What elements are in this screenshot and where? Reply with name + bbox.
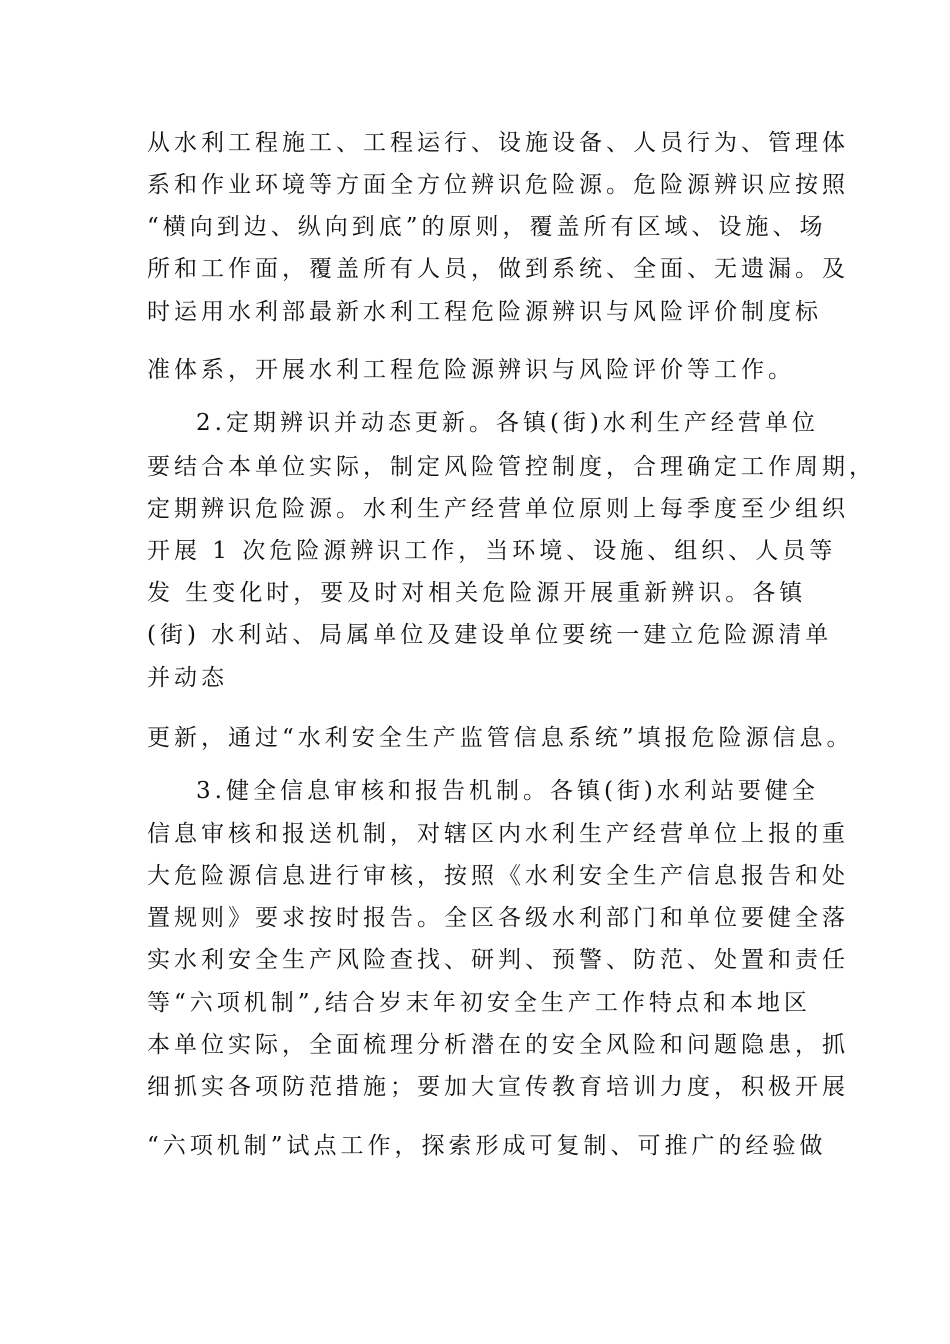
text-line-3: “横向到边、纵向到底”的原则，覆盖所有区域、设施、场 (147, 214, 827, 240)
paragraph-3-first-line: 3.健全信息审核和报告机制。各镇(街)水利站要健全 (196, 778, 819, 804)
text-line-21: 本单位实际，全面梳理分析潜在的安全风险和问题隐患，抓 (147, 1032, 849, 1058)
text-line-11: 发 生变化时，要及时对相关危险源开展重新辨识。各镇 (147, 580, 807, 606)
text-line-4: 所和工作面，覆盖所有人员，做到系统、全面、无遗漏。及 (147, 256, 849, 282)
text-line-8: 要结合本单位实际，制定风险管控制度，合理确定工作周期， (147, 454, 876, 480)
text-line-22: 细抓实各项防范措施；要加大宣传教育培训力度，积极开展 (147, 1074, 849, 1100)
text-line-23: “六项机制”试点工作，探索形成可复制、可推广的经验做 (147, 1133, 827, 1159)
paragraph-2-first-line: 2.定期辨识并动态更新。各镇(街)水利生产经营单位 (196, 410, 819, 436)
text-line-2: 系和作业环境等方面全方位辨识危险源。危险源辨识应按照 (147, 172, 849, 198)
text-line-20: 等“六项机制”,结合岁末年初安全生产工作特点和本地区 (147, 990, 811, 1016)
text-line-14: 更新，通过“水利安全生产监管信息系统”填报危险源信息。 (147, 725, 854, 751)
text-line-10: 开展 1 次危险源辨识工作，当环境、设施、组织、人员等 (147, 538, 837, 564)
text-line-19: 实水利安全生产风险查找、研判、预警、防范、处置和责任 (147, 947, 849, 973)
text-line-12: (街) 水利站、局属单位及建设单位要统一建立危险源清单 (147, 622, 833, 648)
text-line-13: 并动态 (147, 665, 228, 691)
text-line-16: 信息审核和报送机制，对辖区内水利生产经营单位上报的重 (147, 821, 849, 847)
text-line-6: 准体系，开展水利工程危险源辨识与风险评价等工作。 (147, 357, 795, 383)
text-line-18: 置规则》要求按时报告。全区各级水利部门和单位要健全落 (147, 905, 849, 931)
text-line-1: 从水利工程施工、工程运行、设施设备、人员行为、管理体 (147, 130, 849, 156)
text-line-17: 大危险源信息进行审核，按照《水利安全生产信息报告和处 (147, 863, 849, 889)
text-line-5: 时运用水利部最新水利工程危险源辨识与风险评价制度标 (147, 299, 822, 325)
text-line-9: 定期辨识危险源。水利生产经营单位原则上每季度至少组织 (147, 496, 849, 522)
